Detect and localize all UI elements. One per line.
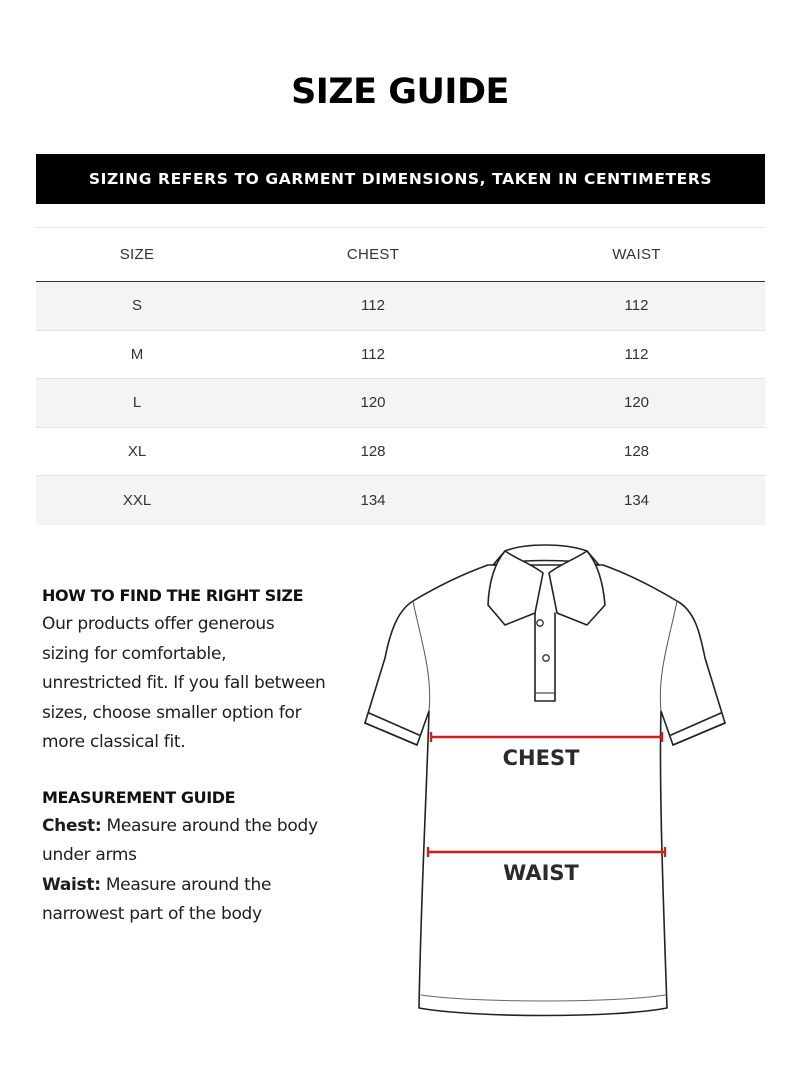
waist-label: Waist: — [42, 874, 101, 895]
cell-size: S — [131, 297, 142, 315]
cell-waist: 128 — [623, 443, 650, 461]
how-to-line: unrestricted fit. If you fall between — [42, 673, 326, 693]
button-icon — [537, 620, 543, 626]
cell-size: M — [130, 345, 144, 363]
polo-shirt-diagram — [355, 533, 780, 1048]
cell-waist: 120 — [623, 394, 650, 412]
cell-size: XXL — [122, 492, 152, 510]
cell-waist: 112 — [624, 297, 649, 315]
chest-text: Measure around the body — [106, 815, 318, 836]
chest-instruction — [42, 812, 352, 842]
measurement-guide-text — [42, 586, 352, 930]
cell-chest: 134 — [360, 492, 386, 510]
header-size: SIZE — [119, 246, 155, 263]
waist-text: Measure around the — [105, 874, 272, 895]
cell-waist: 112 — [624, 345, 649, 363]
header-waist: WAIST — [612, 246, 661, 263]
header-chest: CHEST — [346, 246, 400, 263]
table-row — [36, 331, 765, 380]
table-row — [36, 476, 765, 525]
cell-waist: 134 — [623, 492, 650, 510]
page-title: SIZE GUIDE — [291, 72, 509, 112]
how-to-line: Our products offer generous — [42, 614, 275, 634]
chest-label: Chest: — [42, 815, 102, 836]
table-header — [36, 228, 765, 282]
chest-instruction-cont: under arms — [42, 845, 137, 865]
waist-instruction-cont: narrowest part of the body — [42, 904, 262, 924]
size-table — [36, 227, 765, 525]
how-to-line: sizes, choose smaller option for — [42, 702, 302, 723]
cell-chest: 112 — [361, 297, 385, 315]
table-row — [36, 282, 765, 331]
how-to-line: sizing for comfortable, — [42, 643, 227, 664]
waist-diagram-label: WAIST — [503, 861, 579, 885]
how-to-line: more classical fit. — [42, 732, 186, 752]
measurement-heading: MEASUREMENT GUIDE — [42, 787, 236, 807]
sizing-banner: SIZING REFERS TO GARMENT DIMENSIONS, TAKEN IN CENTIMETERS — [36, 154, 765, 204]
cell-chest: 112 — [361, 345, 385, 363]
how-to-heading: HOW TO FIND THE RIGHT SIZE — [42, 586, 304, 605]
table-row — [36, 428, 765, 477]
table-row — [36, 379, 765, 428]
waist-instruction — [42, 871, 352, 901]
shirt-body — [365, 565, 725, 1016]
cell-size: L — [132, 394, 142, 412]
cell-size: XL — [127, 443, 147, 461]
cell-chest: 120 — [360, 394, 386, 412]
chest-diagram-label: CHEST — [502, 746, 580, 770]
button-icon — [543, 655, 549, 661]
cell-chest: 128 — [360, 443, 386, 461]
